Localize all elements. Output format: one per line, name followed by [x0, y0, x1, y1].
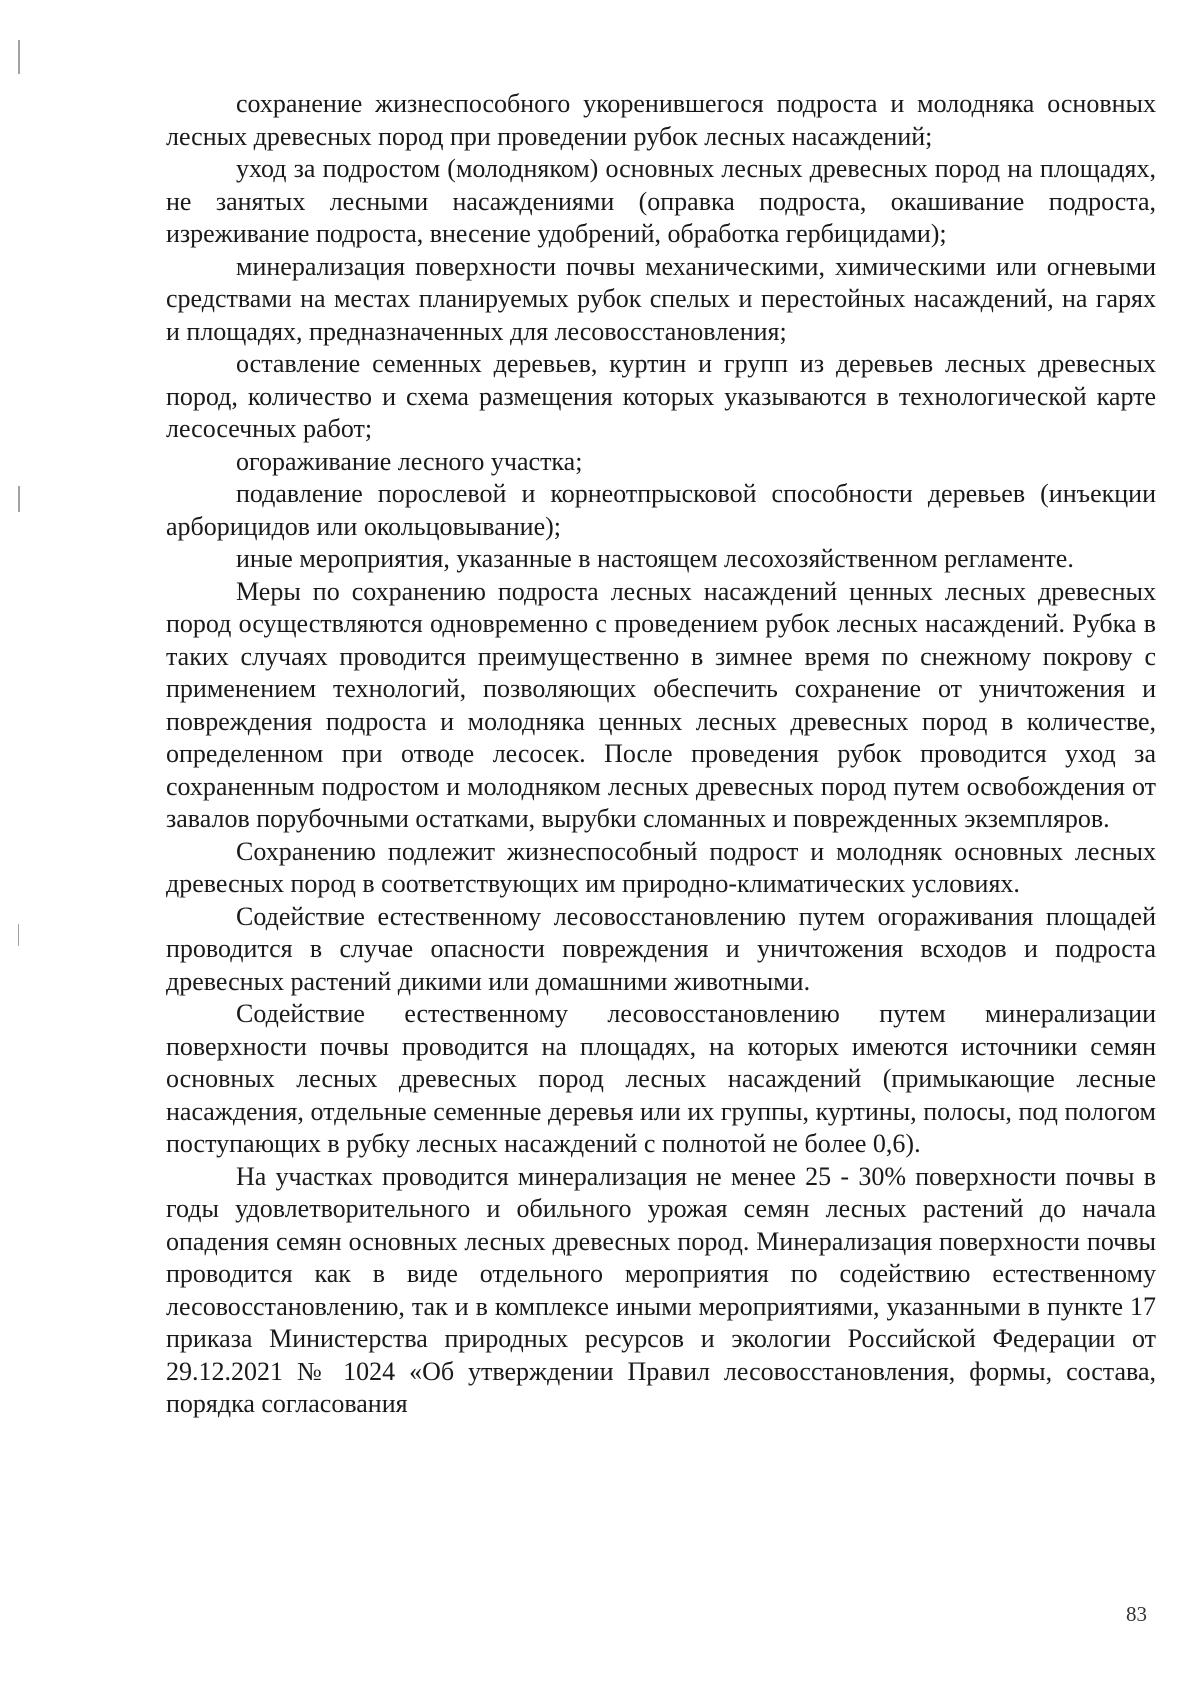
list-item-other-measures: иные мероприятия, указанные в настоящем лесохозяйственном регламенте. [236, 544, 1074, 573]
list-item-preserve-undergrowth: сохранение жизнеспособного укоренившегося подроста и молодняка основных лесных древесных пород при проведении рубок лесных насаждений; [166, 89, 1156, 151]
page-number: 83 [1126, 1602, 1147, 1626]
list-item-fencing: огораживание лесного участка; [236, 446, 583, 476]
list-item-soil-mineralization: минерализация поверхности почвы механическими, химическими или огневыми средствами на местах планируемых рубок спелых и перестойных насаждений, на гарях и площадях, предназначенных для лесовосстановления; [166, 251, 1156, 346]
scan-artifact-top [18, 40, 20, 74]
paragraph-mineralization-assistance: Содействие естественному лесовосстановлению путем минерализации поверхности почвы проводится на площадях, на которых имеются источники семян основных лесных древесных пород лесных насаждений (примыкающие лесные насаждения, отдельные семенные деревья или их группы, куртины, полосы, под пологом поступающих в рубку лесных насаждений с полнотой не более 0,6). [166, 999, 1156, 1158]
paragraph-mineralization-rate: На участках проводится минерализация не менее 25 - 30% поверхности почвы в годы удовлетворительного и обильного урожая семян лесных растений до начала опадения семян основных лесных древесных пород. Минерализация поверхности почвы проводится как в виде отдельного мероприятия по содействию естественному лесовосстановлению, так и в комплексе иными мероприятиями, указанными в пункте 17 приказа Министерства природных ресурсов и экологии Российской Федерации от 29.12.2021 № 1024 «Об утверждении Правил лесовосстановления, формы, состава, порядка согласования [166, 1161, 1156, 1418]
scan-artifact-lower [18, 924, 19, 946]
paragraph-undergrowth-measures: Меры по сохранению подроста лесных насаждений ценных лесных древесных пород осуществляются одновременно с проведением рубок лесных насаждений. Рубка в таких случаях проводится преимущественно в зимнее время по снежному покрову с применением технологий, позволяющих обеспечить сохранение от уничтожения и повреждения подроста и молодняка ценных лесных древесных пород в количестве, определенном при отводе лесосек. После проведения рубок проводится уход за сохраненным подростом и молодняком лесных древесных пород путем освобождения от завалов порубочными остатками, вырубки сломанных и поврежденных экземпляров. [166, 576, 1156, 833]
scan-artifact-middle [18, 486, 20, 512]
paragraph-fencing-assistance: Содействие естественному лесовосстановлению путем огораживания площадей проводится в случае опасности повреждения и уничтожения всходов и подроста древесных растений дикими или домашними животными. [166, 901, 1156, 996]
list-item-coppice-suppression: подавление порослевой и корнеотпрысковой способности деревьев (инъекции арборицидов или окольцовывание); [166, 479, 1156, 541]
paragraph-preservation-subject: Сохранению подлежит жизнеспособный подрост и молодняк основных лесных древесных пород в соответствующих им природно-климатических условиях. [166, 836, 1156, 898]
list-item-seed-trees: оставление семенных деревьев, куртин и групп из деревьев лесных древесных пород, количество и схема размещения которых указываются в технологической карте лесосечных работ; [166, 349, 1156, 443]
document-body [166, 88, 1156, 1421]
list-item-undergrowth-care: уход за подростом (молодняком) основных лесных древесных пород на площадях, не занятых лесными насаждениями (оправка подроста, окашивание подроста, изреживание подроста, внесение удобрений, обработка гербицидами); [166, 154, 1156, 248]
